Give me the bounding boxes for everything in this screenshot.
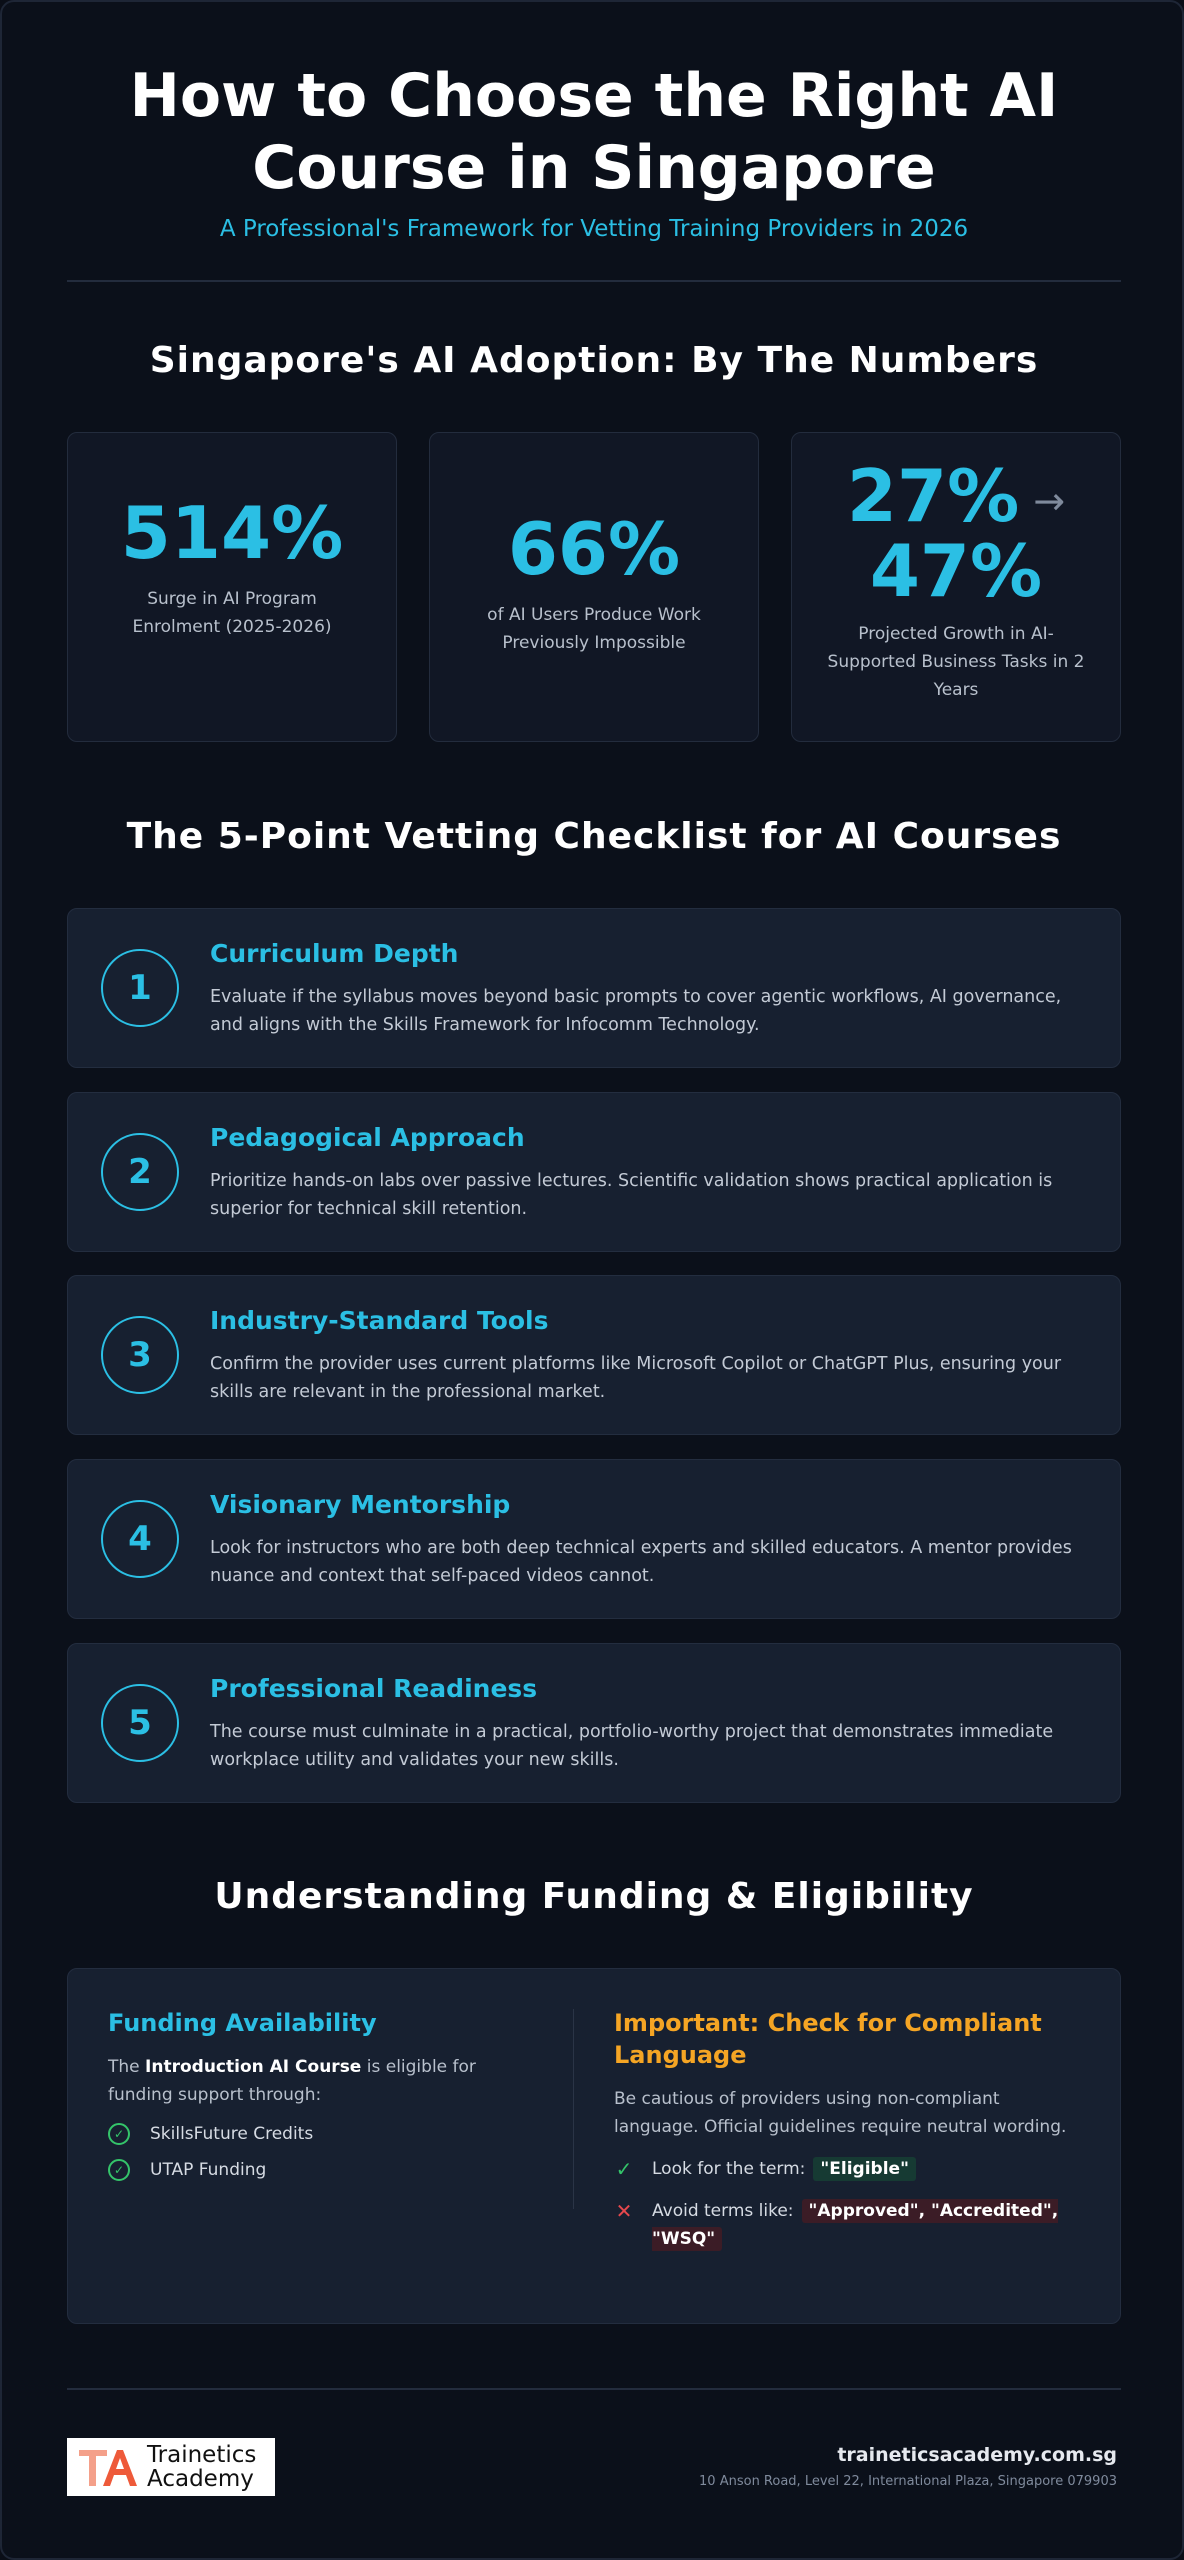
compliant-term-label: Look for the term: [652, 2159, 806, 2179]
stat-card [67, 432, 397, 742]
stat-card [791, 432, 1121, 742]
checklist-item-description: The course must culminate in a practical, portfolio-worthy project that demonstrates immediate workplace utility and validates your new skills. [210, 1722, 1054, 1770]
checklist-item-description: Prioritize hands-on labs over passive lectures. Scientific validation shows practical application is superior for technical skill retention. [210, 1171, 1053, 1219]
stat-value-to: 47% [869, 529, 1043, 614]
avoid-terms-label: Avoid terms like: [652, 2201, 794, 2221]
checklist-item-title: Industry-Standard Tools [210, 1306, 549, 1335]
avoid-terms-badge: "Approved", "Accredited", "WSQ" [652, 2201, 1059, 2249]
funding-text-after: is eligible for funding support through: [108, 2057, 476, 2105]
funding-option-label: UTAP Funding [150, 2160, 267, 2180]
checkmark-icon: ✓ [615, 2157, 633, 2181]
step-number-badge: 4 [101, 1500, 179, 1578]
funding-availability-text [108, 2053, 528, 2109]
compliant-term-text [652, 2155, 916, 2183]
stats-heading: Singapore's AI Adoption: By The Numbers [149, 340, 1039, 381]
checklist-item [67, 1459, 1121, 1619]
trainetics-logo [67, 2438, 275, 2496]
header-divider [67, 280, 1121, 282]
funding-option [108, 2159, 528, 2181]
arrow-right-icon: → [1033, 479, 1066, 524]
funding-availability-panel [108, 2007, 528, 2181]
compliance-panel [614, 2007, 1084, 2253]
footer-divider [67, 2388, 1121, 2390]
checklist-item-description: Evaluate if the syllabus moves beyond basic prompts to cover agentic workflows, AI governance, and aligns with the Skills Framework for Infocomm Technology. [210, 987, 1062, 1035]
avoid-terms-text [652, 2197, 1084, 2253]
checklist-item [67, 908, 1121, 1068]
course-name: Introduction AI Course [145, 2057, 362, 2077]
compliance-title: Important: Check for Compliant Language [614, 2009, 1042, 2069]
funding-card [67, 1968, 1121, 2324]
eligible-term-badge: "Eligible" [813, 2157, 916, 2181]
checklist-item [67, 1643, 1121, 1803]
check-circle-icon: ✓ [108, 2123, 130, 2145]
ta-monogram-icon [73, 2442, 145, 2492]
column-divider [573, 2009, 574, 2209]
cross-icon: ✕ [615, 2199, 633, 2223]
page-title: How to Choose the Right AI Course in Singapore [129, 61, 1059, 203]
header [2, 60, 1184, 242]
checklist-item-title: Curriculum Depth [210, 939, 459, 968]
compliant-term-row [614, 2155, 1084, 2183]
checklist-item [67, 1275, 1121, 1435]
stat-value-from: 27% [846, 454, 1020, 538]
checklist-item-title: Professional Readiness [210, 1674, 538, 1703]
stat-label: of AI Users Produce Work Previously Impossible [487, 605, 701, 653]
checklist-item-title: Visionary Mentorship [210, 1490, 511, 1519]
page-subtitle: A Professional's Framework for Vetting Training Providers in 2026 [219, 216, 969, 242]
step-number-badge: 1 [101, 949, 179, 1027]
logo-line-1: Trainetics [147, 2442, 257, 2468]
funding-availability-title: Funding Availability [108, 2009, 377, 2037]
checklist-item-description: Confirm the provider uses current platforms like Microsoft Copilot or ChatGPT Plus, ensuring your skills are relevant in the professional market. [210, 1354, 1062, 1402]
step-number-badge: 5 [101, 1684, 179, 1762]
logo-wordmark [147, 2443, 256, 2491]
step-number-badge: 2 [101, 1133, 179, 1211]
funding-text-before: The [108, 2057, 146, 2077]
funding-option [108, 2123, 528, 2145]
logo-line-2: Academy [147, 2466, 254, 2492]
stat-label: Surge in AI Program Enrolment (2025-2026) [132, 589, 332, 637]
funding-option-label: SkillsFuture Credits [150, 2124, 314, 2144]
checklist-item [67, 1092, 1121, 1252]
stat-value: 66% [507, 507, 681, 591]
footer-address: 10 Anson Road, Level 22, International Plaza, Singapore 079903 [699, 2474, 1117, 2489]
step-number-badge: 3 [101, 1316, 179, 1394]
checklist-item-description: Look for instructors who are both deep technical experts and skilled educators. A mentor provides nuance and context that self-paced videos cannot. [210, 1538, 1072, 1586]
check-circle-icon: ✓ [108, 2159, 130, 2181]
stat-value-range [792, 454, 1120, 614]
funding-heading: Understanding Funding & Eligibility [214, 1876, 974, 1917]
stat-value: 514% [120, 491, 344, 575]
checklist-item-title: Pedagogical Approach [210, 1123, 525, 1152]
compliance-text: Be cautious of providers using non-compliant language. Official guidelines require neutral wording. [614, 2089, 1067, 2137]
website-link[interactable]: traineticsacademy.com.sg [837, 2444, 1117, 2466]
stat-label: Projected Growth in AI-Supported Business Tasks in 2 Years [827, 624, 1085, 701]
checklist-heading: The 5-Point Vetting Checklist for AI Courses [126, 816, 1062, 857]
avoid-terms-row [614, 2197, 1084, 2253]
stat-card [429, 432, 759, 742]
